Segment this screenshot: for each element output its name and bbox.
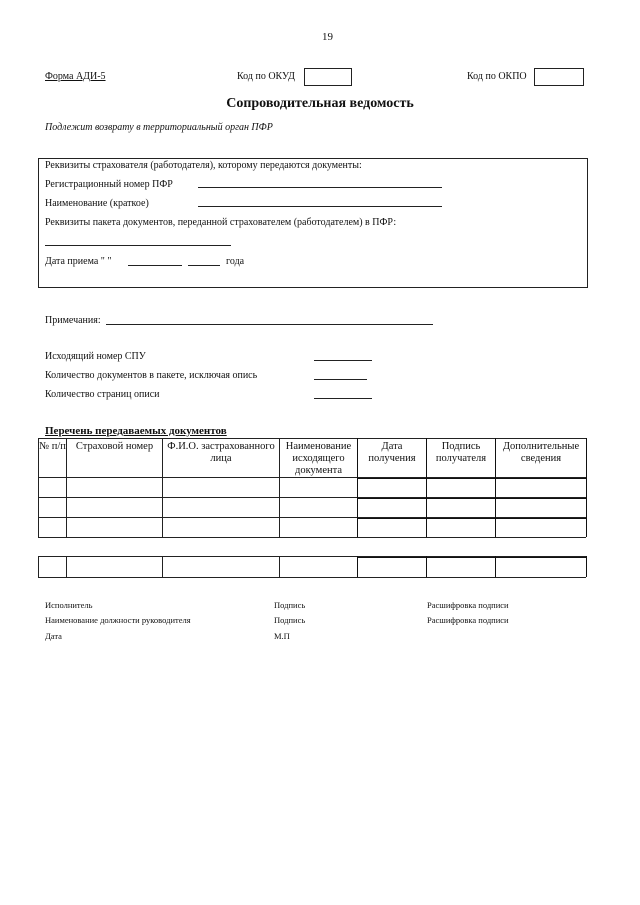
manager-position-label: Наименование должности руководителя [45,615,191,625]
signature-label-1: Подпись [274,600,306,610]
form-name: Форма АДИ-5 [45,71,106,82]
date-footer-label: Дата [45,631,62,641]
package-heading: Реквизиты пакета документов, переданной страхователем (работодателем) в ПФР: [45,217,397,228]
page-number: 19 [322,31,333,43]
outgoing-number-field[interactable] [314,360,372,361]
col-header-full-name: Ф.И.О. застрахованного лица [167,441,275,464]
col-header-number: № п/п [39,441,66,452]
date-month-field[interactable] [128,265,182,266]
okpo-label: Код по ОКПО [467,71,527,82]
stamp-label: М.П [274,631,290,641]
doc-count-label: Количество документов в пакете, исключая опись [45,370,258,381]
col-header-insurance-number: Страховой номер [75,441,154,452]
notes-field[interactable] [106,324,433,325]
col-header-additional-info: Дополнительные сведения [502,441,580,464]
date-label: Дата приема " " [45,256,112,267]
page-count-field[interactable] [314,398,372,399]
insurer-heading: Реквизиты страхователя (работодателя), которому передаются документы: [45,160,362,171]
signature-label-2: Подпись [274,615,306,625]
doc-count-field[interactable] [314,379,367,380]
reg-number-label: Регистрационный номер ПФР [45,179,173,190]
okud-code-field[interactable] [304,68,352,86]
outgoing-number-label: Исходящий номер СПУ [45,351,146,362]
list-title: Перечень передаваемых документов [45,425,227,437]
package-requisites-field[interactable] [45,245,231,246]
name-field[interactable] [198,206,442,207]
document-subtitle: Подлежит возврату в территориальный орган ПФР [45,122,273,133]
date-year-field[interactable] [188,265,220,266]
year-label: года [226,256,245,267]
col-header-document-name: Наименование исходящего документа [285,441,352,476]
signature-decode-1: Расшифровка подписи [427,600,509,610]
okpo-code-field[interactable] [534,68,584,86]
reg-number-field[interactable] [198,187,442,188]
col-header-recipient-signature: Подпись получателя [435,441,487,464]
page-count-label: Количество страниц описи [45,389,160,400]
col-header-receipt-date: Дата получения [368,441,416,464]
signature-decode-2: Расшифровка подписи [427,615,509,625]
notes-label: Примечания: [45,315,101,326]
executor-label: Исполнитель [45,600,93,610]
okud-label: Код по ОКУД [237,71,295,82]
document-title: Сопроводительная ведомость [226,96,414,111]
name-label: Наименование (краткое) [45,198,149,209]
